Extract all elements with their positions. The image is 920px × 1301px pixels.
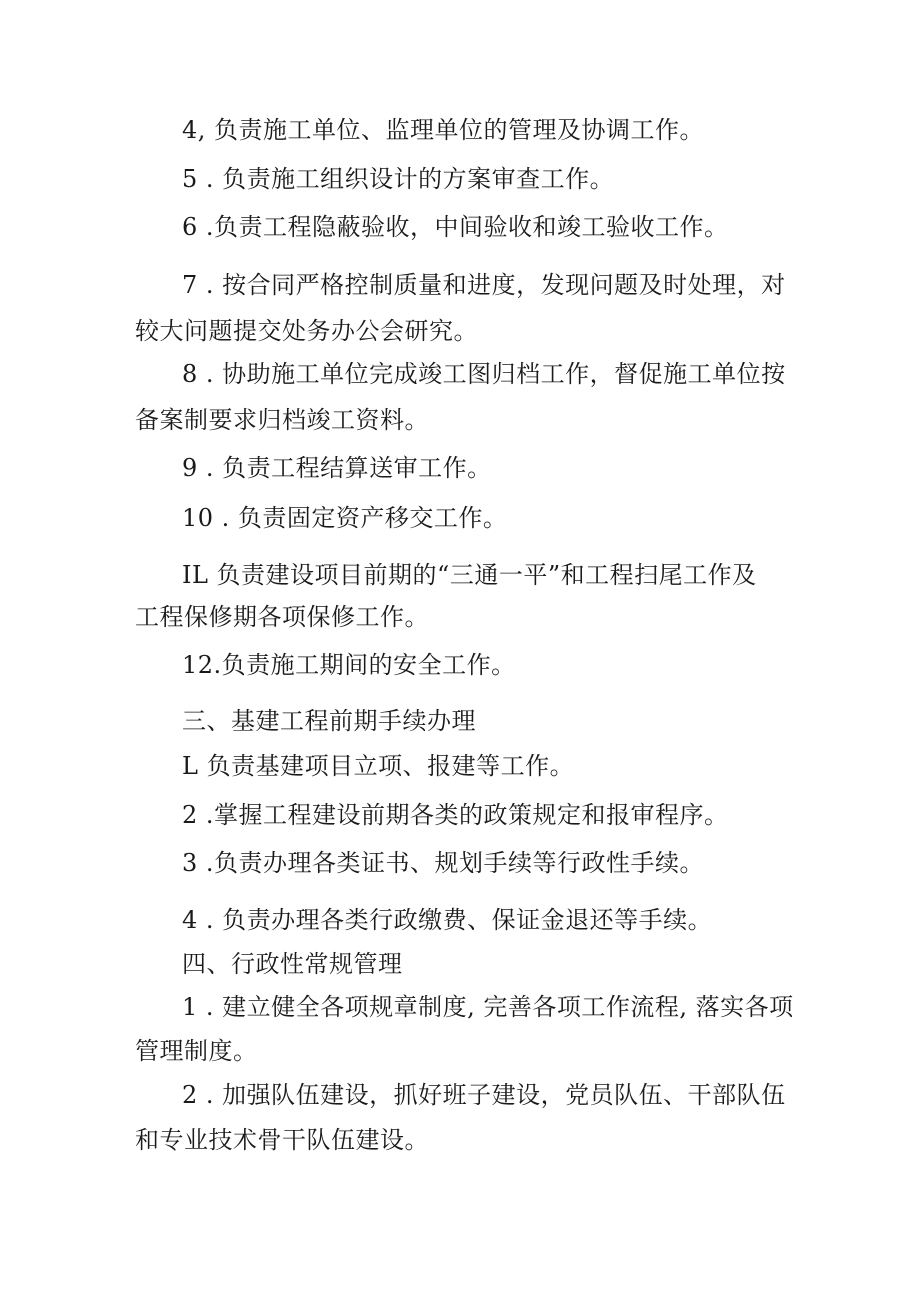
- section-4-item-2-continued: 和专业技术骨干队伍建设。: [135, 1126, 429, 1154]
- section-4-item-1-continued: 管理制度。: [135, 1037, 258, 1065]
- paragraph-line-5: 5 . 负责施工组织设计的方案审查工作。: [182, 165, 615, 193]
- section-3-item-1: L 负责基建项目立项、报建等工作。: [182, 752, 575, 780]
- section-4-item-2: 2 . 加强队伍建设，抓好班子建设，党员队伍、干部队伍: [182, 1081, 786, 1109]
- paragraph-line-9: 9 . 负责工程结算送审工作。: [182, 454, 492, 482]
- paragraph-line-10: 10 . 负责固定资产移交工作。: [182, 504, 508, 532]
- paragraph-line-8-continued: 备案制要求归档竣工资料。: [135, 406, 429, 434]
- section-3-item-3: 3 .负责办理各类证书、规划手续等行政性手续。: [182, 849, 705, 877]
- paragraph-line-11: IL 负责建设项目前期的“三通一平”和工程扫尾工作及: [182, 561, 757, 589]
- paragraph-line-7-continued: 较大问题提交处务办公会研究。: [135, 317, 478, 345]
- section-3-item-4: 4 . 负责办理各类行政缴费、保证金退还等手续。: [182, 906, 713, 934]
- section-3-item-2: 2 .掌握工程建设前期各类的政策规定和报审程序。: [182, 801, 729, 829]
- paragraph-line-6: 6 .负责工程隐蔽验收，中间验收和竣工验收工作。: [182, 213, 729, 241]
- paragraph-line-8: 8 . 协助施工单位完成竣工图归档工作，督促施工单位按: [182, 360, 786, 388]
- paragraph-line-12: 12.负责施工期间的安全工作。: [182, 651, 516, 679]
- paragraph-line-4: 4, 负责施工单位、监理单位的管理及协调工作。: [182, 116, 705, 144]
- paragraph-line-7: 7 . 按合同严格控制质量和进度，发现问题及时处理，对: [182, 271, 786, 299]
- section-heading-4: 四、行政性常规管理: [182, 950, 403, 978]
- paragraph-line-11-continued: 工程保修期各项保修工作。: [135, 603, 429, 631]
- section-heading-3: 三、基建工程前期手续办理: [182, 707, 476, 735]
- section-4-item-1: 1 . 建立健全各项规章制度, 完善各项工作流程, 落实各项: [182, 993, 794, 1021]
